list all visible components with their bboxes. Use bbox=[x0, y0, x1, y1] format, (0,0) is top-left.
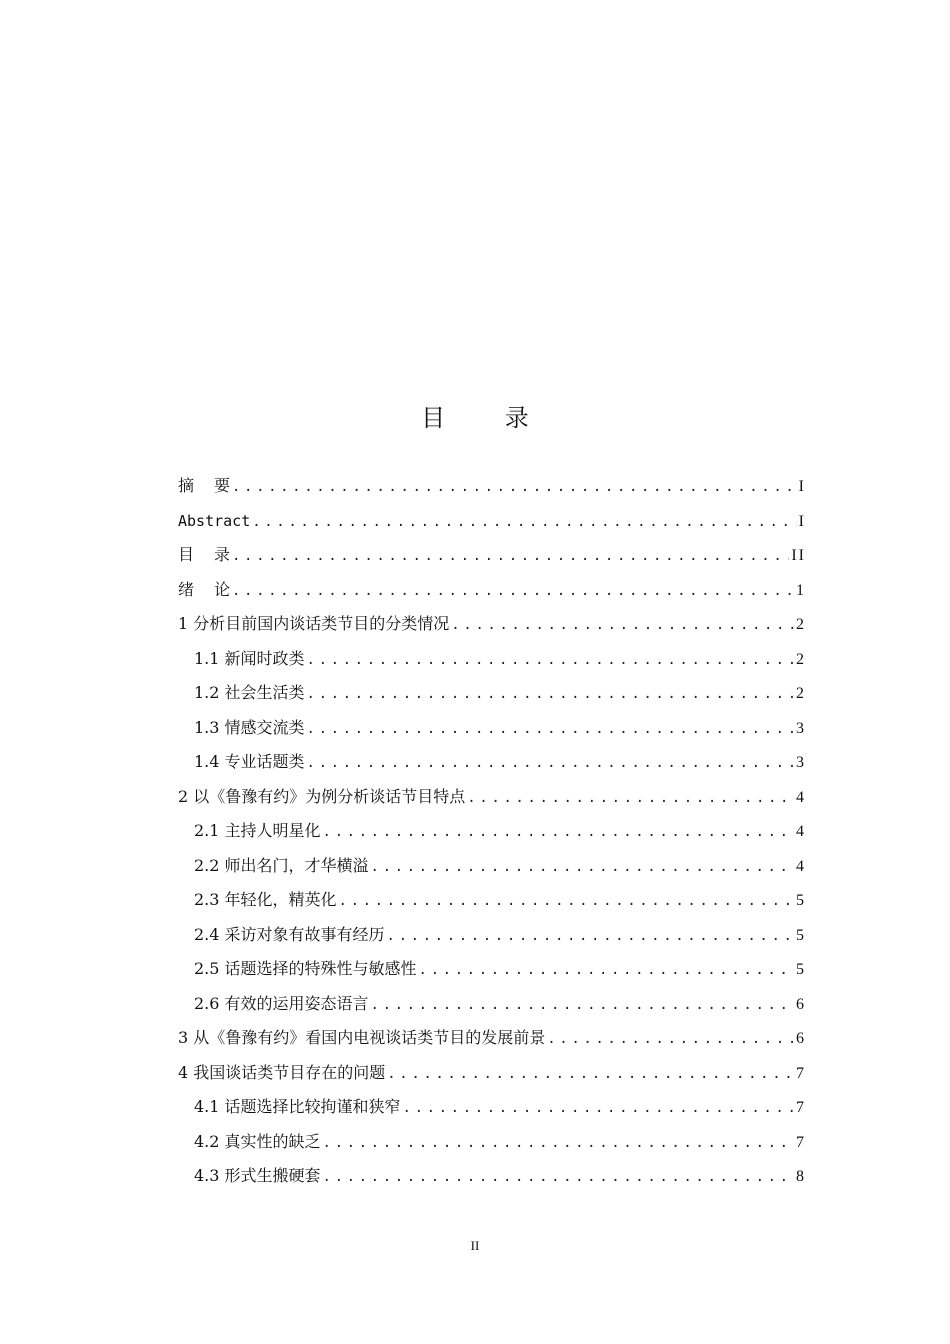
toc-leader-dots bbox=[323, 1163, 794, 1191]
toc-title: 目 录 bbox=[421, 404, 555, 432]
toc-entry-label: 1.3 情感交流类 bbox=[194, 717, 305, 737]
toc-entry-label: 4 我国谈话类节目存在的问题 bbox=[178, 1062, 386, 1082]
toc-entry-abstract-cn[interactable] bbox=[178, 472, 806, 507]
toc-entry-page: 4 bbox=[796, 857, 806, 875]
toc-entry-section-2-3[interactable] bbox=[178, 886, 806, 921]
toc-leader-dots bbox=[403, 1094, 794, 1122]
toc-entry-label: 1.2 社会生活类 bbox=[194, 683, 305, 702]
toc-entry-page: 8 bbox=[796, 1168, 806, 1185]
toc-entry-section-1-2[interactable] bbox=[178, 679, 806, 714]
toc-entry-page: 4 bbox=[796, 823, 806, 840]
toc-leader-dots bbox=[387, 922, 794, 950]
toc-entry-page: 5 bbox=[796, 961, 806, 978]
toc-entry-page: 3 bbox=[796, 719, 806, 737]
toc-entry-label: 2.6 有效的运用姿态语言 bbox=[194, 993, 369, 1013]
toc-entry-label: 1 分析目前国内谈话类节目的分类情况 bbox=[178, 614, 450, 633]
toc-leader-dots bbox=[451, 611, 794, 639]
toc-entry-label-first-char: 摘 bbox=[178, 476, 215, 495]
toc-entry-label: 1.4 专业话题类 bbox=[194, 752, 305, 771]
toc-entry-section-1-3[interactable] bbox=[178, 714, 806, 749]
toc-entry-section-4-1[interactable] bbox=[178, 1093, 806, 1128]
toc-entry-page: I bbox=[798, 512, 806, 530]
toc-leader-dots bbox=[307, 715, 794, 743]
toc-entry-page: 2 bbox=[796, 616, 806, 633]
toc-entry-label-first-char: 绪 bbox=[178, 579, 215, 599]
toc-entry-page: 5 bbox=[796, 892, 806, 909]
toc-entry-section-2-5[interactable] bbox=[178, 955, 806, 990]
toc-entry-page: II bbox=[791, 547, 806, 564]
toc-entry-chapter-4[interactable] bbox=[178, 1059, 806, 1094]
toc-entry-page: 6 bbox=[796, 1030, 806, 1047]
toc-leader-dots bbox=[307, 680, 794, 708]
toc-entry-label-second-char: 录 bbox=[214, 545, 231, 564]
toc-entry-page: 7 bbox=[796, 1064, 806, 1082]
toc-entry-page: 6 bbox=[796, 995, 806, 1013]
toc-entry-chapter-3[interactable] bbox=[178, 1024, 806, 1059]
toc-leader-dots bbox=[467, 784, 794, 812]
toc-leader-dots bbox=[232, 473, 797, 501]
toc-entry-page: 1 bbox=[796, 581, 806, 599]
toc-leader-dots bbox=[307, 749, 794, 777]
toc-entry-page: 2 bbox=[796, 650, 806, 668]
toc-entry-page: 5 bbox=[796, 926, 806, 944]
toc-leader-dots bbox=[339, 887, 794, 915]
toc-entry-label: 2.4 采访对象有故事有经历 bbox=[194, 924, 385, 944]
toc-entry-label: 2.3 年轻化，精英化 bbox=[194, 890, 337, 909]
toc-entry-page: 7 bbox=[796, 1133, 806, 1151]
toc-entry-page: 4 bbox=[796, 788, 806, 806]
toc-entry-section-2-2[interactable] bbox=[178, 852, 806, 887]
toc-leader-dots bbox=[307, 646, 794, 674]
toc-entry-label: 1.1 新闻时政类 bbox=[194, 648, 305, 668]
toc-leader-dots bbox=[371, 853, 794, 881]
toc-entry-chapter-1[interactable] bbox=[178, 610, 806, 645]
toc-leader-dots bbox=[232, 542, 789, 570]
toc-entry-label: 4.3 形式生搬硬套 bbox=[194, 1166, 321, 1185]
toc-entry-page: 3 bbox=[796, 754, 806, 771]
toc-entry-label: 4.1 话题选择比较拘谨和狭窄 bbox=[194, 1097, 401, 1116]
toc-leader-dots bbox=[232, 577, 794, 605]
page-number: II bbox=[470, 1238, 480, 1253]
toc-leader-dots bbox=[387, 1060, 794, 1088]
toc-leader-dots bbox=[371, 991, 794, 1019]
toc-entry-label: 3 从《鲁豫有约》看国内电视谈话类节目的发展前景 bbox=[178, 1028, 546, 1047]
toc-leader-dots bbox=[547, 1025, 794, 1053]
toc-entry-page: 2 bbox=[796, 685, 806, 702]
toc-leader-dots bbox=[323, 1129, 794, 1157]
toc-entry-section-4-3[interactable] bbox=[178, 1162, 806, 1197]
toc-entry-label: 2.5 话题选择的特殊性与敏感性 bbox=[194, 959, 417, 978]
table-of-contents bbox=[178, 472, 806, 1197]
toc-entry-section-2-4[interactable] bbox=[178, 921, 806, 956]
toc-entry-label: 4.2 真实性的缺乏 bbox=[194, 1131, 321, 1151]
toc-entry-page: 7 bbox=[796, 1099, 806, 1116]
toc-leader-dots bbox=[252, 508, 796, 536]
toc-entry-section-1-4[interactable] bbox=[178, 748, 806, 783]
toc-entry-label: 2.2 师出名门，才华横溢 bbox=[194, 855, 369, 875]
toc-entry-label-second-char: 论 bbox=[214, 579, 231, 599]
toc-entry-section-4-2[interactable] bbox=[178, 1128, 806, 1163]
toc-entry-label: 2.1 主持人明星化 bbox=[194, 821, 321, 840]
toc-leader-dots bbox=[419, 956, 794, 984]
toc-entry-label: 2 以《鲁豫有约》为例分析谈话节目特点 bbox=[178, 786, 466, 806]
toc-leader-dots bbox=[323, 818, 794, 846]
toc-entry-label-first-char: 目 bbox=[178, 545, 215, 564]
toc-entry-label: Abstract bbox=[178, 511, 251, 530]
toc-entry-introduction[interactable] bbox=[178, 576, 806, 611]
toc-entry-label-second-char: 要 bbox=[214, 476, 231, 495]
toc-entry-page: I bbox=[798, 478, 806, 495]
toc-entry-abstract-en[interactable] bbox=[178, 507, 806, 542]
toc-entry-section-1-1[interactable] bbox=[178, 645, 806, 680]
toc-entry-section-2-1[interactable] bbox=[178, 817, 806, 852]
toc-entry-contents[interactable] bbox=[178, 541, 806, 576]
toc-entry-chapter-2[interactable] bbox=[178, 783, 806, 818]
toc-entry-section-2-6[interactable] bbox=[178, 990, 806, 1025]
